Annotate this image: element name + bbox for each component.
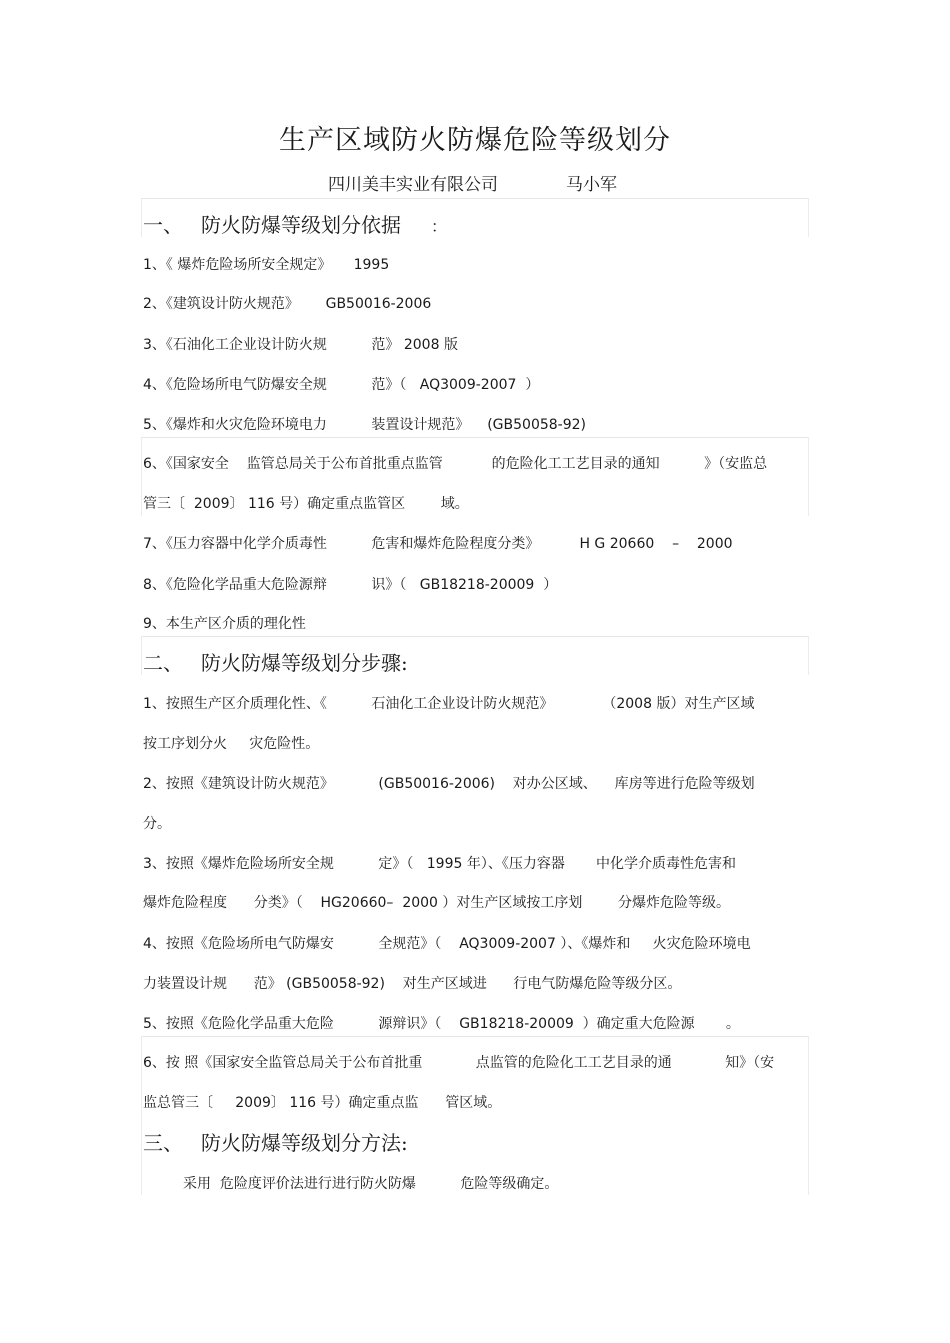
section1-item: 2、《建筑设计防火规范》 GB50016-2006 [143,296,432,312]
section3-item: 采用 危险度评价法进行进行防火防爆 危险等级确定。 [183,1176,559,1192]
company-name: 四川美丰实业有限公司 [328,175,498,195]
section2-item: 分。 [143,816,171,832]
section3-title: 防火防爆等级划分方法: [201,1131,408,1155]
section1-item: 管三〔 2009〕 116 号）确定重点监管区 域。 [143,496,469,512]
section1-item: 4、《危险场所电气防爆安全规 范》（ AQ3009-2007 ） [143,377,540,393]
section1-item: 7、《压力容器中化学介质毒性 危害和爆炸危险程度分类》 H G 20660 – 2000 [143,536,733,552]
author-name: 马小军 [566,175,617,195]
section2-item: 按工序划分火 灾危险性。 [143,736,320,752]
section2-item: 3、按照《爆炸危险场所安全规 定》（ 1995 年）、《压力容器 中化学介质毒性危害和 [143,856,736,872]
section1-title: 防火防爆等级划分依据 ： [201,213,448,237]
section1-item: 3、《石油化工企业设计防火规 范》 2008 版 [143,337,458,353]
section1-item: 9、本生产区介质的理化性 [143,616,306,632]
section2-item: 5、按照《危险化学品重大危险 源辩识》（ GB18218-20009 ）确定重大危险源 。 [143,1016,740,1032]
section3-number: 三、 [143,1131,183,1155]
section2-item: 1、按照生产区介质理化性、《 石油化工企业设计防火规范》 （2008 版）对生产区域 [143,696,755,712]
section1-item: 5、《爆炸和火灾危险环境电力 装置设计规范》 (GB50058-92) [143,417,586,433]
section2-item: 4、按照《危险场所电气防爆安 全规范》（ AQ3009-2007 ）、《爆炸和 火灾危险环境电 [143,936,751,952]
section1-item: 6、《国家安全 监管总局关于公布首批重点监管 的危险化工工艺目录的通知 》（安监总 [143,456,768,472]
section1-number: 一、 [143,213,183,237]
section2-number: 二、 [143,651,183,675]
section1-item: 1、《 爆炸危险场所安全规定》 1995 [143,257,390,273]
section2-item: 监总管三〔 2009〕 116 号）确定重点监 管区域。 [143,1095,502,1111]
section2-title: 防火防爆等级划分步骤: [201,651,408,675]
section1-item: 8、《危险化学品重大危险源辩 识》（ GB18218-20009 ） [143,577,558,593]
section2-item: 力装置设计规 范》 (GB50058-92) 对生产区域进 行电气防爆危险等级分区。 [143,976,682,992]
section2-item: 爆炸危险程度 分类》（ HG20660– 2000 ）对生产区域按工序划 分爆炸危险等级。 [143,895,730,911]
section2-item: 2、按照《建筑设计防火规范》 (GB50016-2006) 对办公区域、 库房等进行危险等级划 [143,776,755,792]
section2-item: 6、按 照《国家安全监管总局关于公布首批重 点监管的危险化工工艺目录的通 知》（安 [143,1055,775,1071]
document-title: 生产区域防火防爆危险等级划分 [279,125,671,156]
